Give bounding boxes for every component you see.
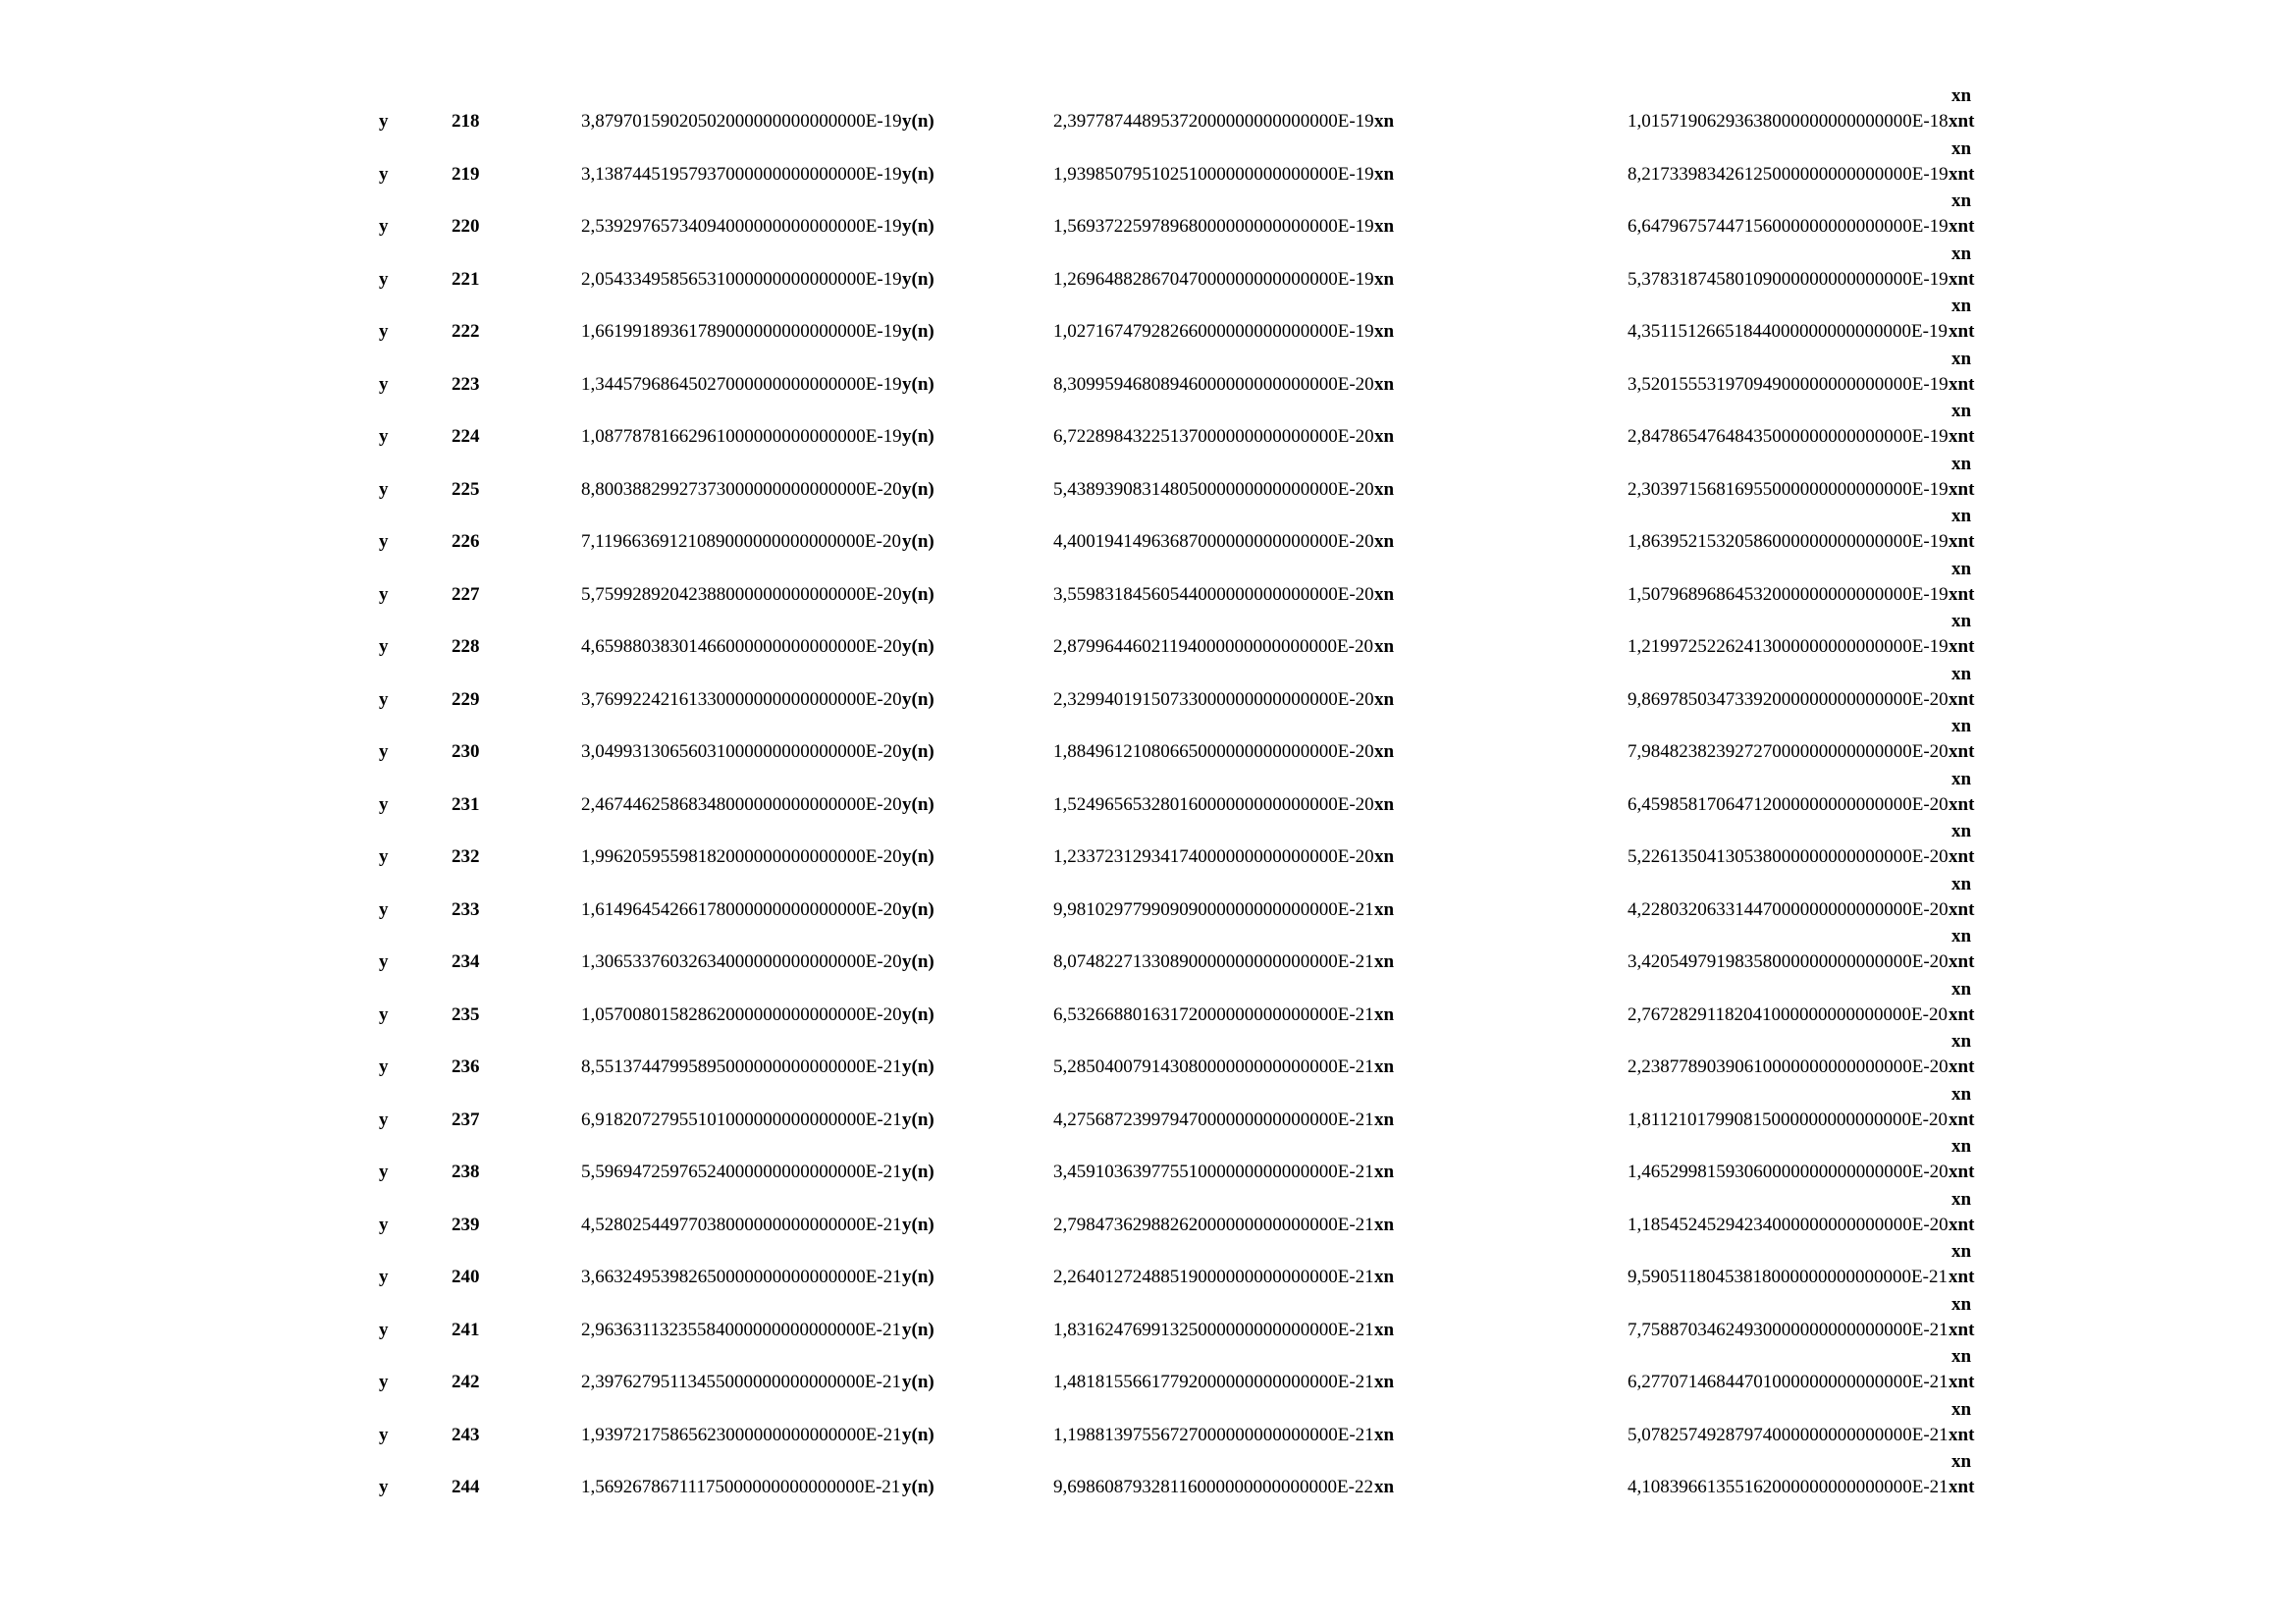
y-label-cell: y(n) [902, 268, 934, 290]
row-letter-cell: y [379, 583, 389, 605]
xn-value-cell: 1,88496121080665000000000000000E-20 [1053, 741, 1374, 762]
y-value-cell: 2,05433495856531000000000000000E-19 [581, 268, 902, 290]
xn-value-cell: 1,52496565328016000000000000000E-20 [1053, 793, 1374, 815]
row-index-cell: 230 [452, 741, 480, 762]
row-letter-cell: y [379, 951, 389, 972]
xn-value-cell: 2,32994019150733000000000000000E-20 [1053, 688, 1374, 710]
y-label-cell: y(n) [902, 741, 934, 762]
xn-value-cell: 2,26401272488519000000000000000E-21 [1053, 1267, 1374, 1287]
xnt-label-cell: xnt [1949, 898, 1975, 920]
xnt-label-cell: xnt [1949, 741, 1975, 762]
y-value-cell: 1,61496454266178000000000000000E-20 [581, 898, 902, 920]
row-letter-cell: y [379, 1214, 389, 1235]
y-label-cell: y(n) [902, 216, 934, 237]
y-value-cell: 4,52802544977038000000000000000E-21 [581, 1214, 902, 1235]
table-row [0, 503, 2296, 555]
xn-upper-label: xn [1951, 978, 1972, 1000]
table-row [0, 661, 2296, 713]
xnt-label-cell: xnt [1949, 1477, 1975, 1497]
xnt-label-cell: xnt [1949, 531, 1975, 552]
xn-value-cell: 2,79847362988262000000000000000E-21 [1053, 1214, 1374, 1235]
row-index-cell: 225 [452, 478, 480, 500]
xnt-label-cell: xnt [1949, 268, 1975, 290]
xnt-value-cell: 2,30397156816955000000000000000E-19 [1628, 478, 1949, 500]
row-letter-cell: y [379, 1056, 389, 1077]
xnt-label-cell: xnt [1949, 426, 1975, 447]
row-index-cell: 221 [452, 268, 480, 290]
y-value-cell: 3,66324953982650000000000000000E-21 [581, 1267, 902, 1287]
xn-value-cell: 4,27568723997947000000000000000E-21 [1053, 1109, 1374, 1130]
xnt-label-cell: xnt [1949, 583, 1975, 605]
y-label-cell: y(n) [902, 583, 934, 605]
table-row [0, 923, 2296, 975]
table-row [0, 1186, 2296, 1238]
row-letter-cell: y [379, 898, 389, 920]
table-row [0, 1238, 2296, 1290]
xnt-label-cell: xnt [1949, 1056, 1975, 1077]
xn-upper-label: xn [1951, 926, 1972, 947]
y-label-cell: y(n) [902, 163, 934, 185]
xn-label-cell: xn [1374, 583, 1395, 605]
xn-value-cell: 1,02716747928266000000000000000E-19 [1053, 321, 1374, 342]
xn-value-cell: 6,53266880163172000000000000000E-21 [1053, 1003, 1374, 1025]
row-index-cell: 226 [452, 531, 480, 552]
table-row [0, 82, 2296, 135]
table-row [0, 346, 2296, 398]
xn-upper-label: xn [1951, 1346, 1972, 1367]
y-label-cell: y(n) [902, 373, 934, 395]
row-letter-cell: y [379, 111, 389, 132]
y-value-cell: 5,75992892042388000000000000000E-20 [581, 583, 902, 605]
row-letter-cell: y [379, 636, 389, 657]
xn-label-cell: xn [1374, 111, 1395, 132]
y-label-cell: y(n) [902, 531, 934, 552]
xnt-value-cell: 1,81121017990815000000000000000E-20 [1628, 1109, 1948, 1130]
xn-upper-label: xn [1951, 1241, 1972, 1262]
xn-value-cell: 9,69860879328116000000000000000E-22 [1053, 1477, 1373, 1497]
table-row [0, 766, 2296, 818]
xnt-value-cell: 3,52015553197094900000000000000E-19 [1628, 373, 1949, 395]
table-row [0, 1028, 2296, 1080]
xn-upper-label: xn [1951, 716, 1972, 736]
xn-label-cell: xn [1374, 1424, 1395, 1445]
xnt-value-cell: 2,84786547648435000000000000000E-19 [1628, 426, 1949, 447]
xnt-value-cell: 4,10839661355162000000000000000E-21 [1628, 1477, 1949, 1497]
xn-label-cell: xn [1374, 268, 1395, 290]
y-label-cell: y(n) [902, 1372, 934, 1392]
y-value-cell: 8,80038829927373000000000000000E-20 [581, 478, 902, 500]
xn-upper-label: xn [1951, 137, 1972, 159]
xn-upper-label: xn [1951, 506, 1972, 526]
xn-value-cell: 1,19881397556727000000000000000E-21 [1053, 1424, 1374, 1445]
y-label-cell: y(n) [902, 1003, 934, 1025]
table-row [0, 976, 2296, 1028]
xnt-value-cell: 5,37831874580109000000000000000E-19 [1628, 268, 1949, 290]
y-label-cell: y(n) [902, 478, 934, 500]
xn-label-cell: xn [1374, 1109, 1395, 1130]
xnt-value-cell: 4,22803206331447000000000000000E-20 [1628, 898, 1949, 920]
xn-value-cell: 1,83162476991325000000000000000E-21 [1053, 1319, 1374, 1340]
row-index-cell: 231 [452, 793, 480, 815]
xn-label-cell: xn [1374, 1372, 1395, 1392]
row-letter-cell: y [379, 1319, 389, 1340]
xn-upper-label: xn [1951, 873, 1972, 894]
xnt-label-cell: xnt [1949, 111, 1975, 132]
xnt-label-cell: xnt [1949, 688, 1975, 710]
xnt-value-cell: 1,46529981593060000000000000000E-20 [1628, 1162, 1949, 1182]
row-index-cell: 220 [452, 216, 480, 237]
y-label-cell: y(n) [902, 1267, 934, 1287]
xn-label-cell: xn [1374, 1214, 1395, 1235]
table-row [0, 713, 2296, 765]
table-row [0, 871, 2296, 923]
xnt-label-cell: xnt [1949, 1162, 1975, 1182]
y-value-cell: 2,46744625868348000000000000000E-20 [581, 793, 902, 815]
xn-label-cell: xn [1374, 163, 1395, 185]
xn-label-cell: xn [1374, 478, 1395, 500]
row-index-cell: 218 [452, 111, 480, 132]
xn-label-cell: xn [1374, 846, 1395, 867]
xn-value-cell: 8,07482271330890000000000000000E-21 [1053, 951, 1374, 972]
row-letter-cell: y [379, 373, 389, 395]
xn-value-cell: 8,30995946808946000000000000000E-20 [1053, 373, 1374, 395]
xnt-label-cell: xnt [1949, 1372, 1975, 1392]
xn-label-cell: xn [1374, 321, 1395, 342]
xn-value-cell: 4,40019414963687000000000000000E-20 [1053, 531, 1374, 552]
row-letter-cell: y [379, 1162, 389, 1182]
xn-value-cell: 5,43893908314805000000000000000E-20 [1053, 478, 1374, 500]
xn-value-cell: 5,28504007914308000000000000000E-21 [1053, 1056, 1374, 1077]
row-letter-cell: y [379, 846, 389, 867]
xn-label-cell: xn [1374, 898, 1395, 920]
row-letter-cell: y [379, 1372, 389, 1392]
y-label-cell: y(n) [902, 636, 934, 657]
xn-upper-label: xn [1951, 243, 1972, 264]
row-index-cell: 228 [452, 636, 480, 657]
xn-label-cell: xn [1374, 793, 1395, 815]
row-index-cell: 224 [452, 426, 480, 447]
row-letter-cell: y [379, 163, 389, 185]
y-label-cell: y(n) [902, 688, 934, 710]
xn-label-cell: xn [1374, 741, 1395, 762]
table-row [0, 1343, 2296, 1395]
xn-value-cell: 1,48181556617792000000000000000E-21 [1053, 1372, 1374, 1392]
row-index-cell: 236 [452, 1056, 480, 1077]
xn-label-cell: xn [1374, 1056, 1395, 1077]
y-label-cell: y(n) [902, 1424, 934, 1445]
xnt-value-cell: 1,21997252262413000000000000000E-19 [1628, 636, 1949, 657]
row-letter-cell: y [379, 426, 389, 447]
xn-upper-label: xn [1951, 190, 1972, 211]
xnt-label-cell: xnt [1949, 1267, 1975, 1287]
xnt-label-cell: xnt [1949, 793, 1975, 815]
row-index-cell: 219 [452, 163, 480, 185]
xn-label-cell: xn [1374, 531, 1395, 552]
row-index-cell: 235 [452, 1003, 480, 1025]
y-value-cell: 2,53929765734094000000000000000E-19 [581, 216, 902, 237]
row-index-cell: 237 [452, 1109, 480, 1130]
xnt-label-cell: xnt [1949, 216, 1975, 237]
xnt-label-cell: xnt [1949, 846, 1975, 867]
xn-upper-label: xn [1951, 401, 1972, 421]
xn-label-cell: xn [1374, 426, 1395, 447]
table-row [0, 451, 2296, 503]
y-label-cell: y(n) [902, 793, 934, 815]
y-label-cell: y(n) [902, 1109, 934, 1130]
row-index-cell: 222 [452, 321, 480, 342]
y-value-cell: 1,34457968645027000000000000000E-19 [581, 373, 902, 395]
xnt-value-cell: 1,50796896864532000000000000000E-19 [1628, 583, 1949, 605]
xnt-value-cell: 7,75887034624930000000000000000E-21 [1628, 1319, 1949, 1340]
y-value-cell: 7,11966369121089000000000000000E-20 [581, 531, 901, 552]
row-letter-cell: y [379, 1267, 389, 1287]
xn-upper-label: xn [1951, 1188, 1972, 1210]
y-value-cell: 2,39762795113455000000000000000E-21 [581, 1372, 901, 1392]
xn-value-cell: 2,39778744895372000000000000000E-19 [1053, 111, 1374, 132]
xn-upper-label: xn [1951, 558, 1972, 579]
xnt-value-cell: 3,42054979198358000000000000000E-20 [1628, 951, 1949, 972]
row-letter-cell: y [379, 531, 389, 552]
xn-label-cell: xn [1374, 688, 1395, 710]
xnt-label-cell: xnt [1949, 951, 1975, 972]
xn-upper-label: xn [1951, 1031, 1972, 1052]
row-index-cell: 234 [452, 951, 480, 972]
xn-upper-label: xn [1951, 85, 1972, 106]
xnt-label-cell: xnt [1949, 636, 1975, 657]
table-row [0, 608, 2296, 660]
xn-value-cell: 1,93985079510251000000000000000E-19 [1053, 163, 1374, 185]
xn-upper-label: xn [1951, 611, 1972, 631]
xnt-value-cell: 4,35115126651844000000000000000E-19 [1628, 321, 1948, 342]
y-label-cell: y(n) [902, 321, 934, 342]
xn-value-cell: 9,98102977990909000000000000000E-21 [1053, 898, 1374, 920]
y-value-cell: 6,91820727955101000000000000000E-21 [581, 1109, 902, 1130]
xn-value-cell: 1,26964882867047000000000000000E-19 [1053, 268, 1374, 290]
xn-label-cell: xn [1374, 951, 1395, 972]
xn-upper-label: xn [1951, 1083, 1972, 1105]
xnt-value-cell: 9,86978503473392000000000000000E-20 [1628, 688, 1949, 710]
xn-upper-label: xn [1951, 453, 1972, 474]
table-row [0, 188, 2296, 240]
xnt-value-cell: 1,86395215320586000000000000000E-19 [1628, 531, 1949, 552]
table-row [0, 1291, 2296, 1343]
y-value-cell: 1,30653376032634000000000000000E-20 [581, 951, 902, 972]
y-value-cell: 3,13874451957937000000000000000E-19 [581, 163, 902, 185]
xn-value-cell: 2,87996446021194000000000000000E-20 [1053, 636, 1373, 657]
xn-value-cell: 6,72289843225137000000000000000E-20 [1053, 426, 1374, 447]
xn-upper-label: xn [1951, 348, 1972, 369]
xnt-value-cell: 6,45985817064712000000000000000E-20 [1628, 793, 1949, 815]
xn-value-cell: 3,55983184560544000000000000000E-20 [1053, 583, 1374, 605]
y-label-cell: y(n) [902, 111, 934, 132]
y-value-cell: 8,55137447995895000000000000000E-21 [581, 1056, 902, 1077]
row-letter-cell: y [379, 216, 389, 237]
table-row [0, 1081, 2296, 1133]
xn-value-cell: 3,45910363977551000000000000000E-21 [1053, 1162, 1374, 1182]
xn-upper-label: xn [1951, 1451, 1972, 1472]
row-letter-cell: y [379, 688, 389, 710]
y-value-cell: 4,65988038301466000000000000000E-20 [581, 636, 902, 657]
row-index-cell: 243 [452, 1424, 480, 1445]
xnt-label-cell: xnt [1949, 1214, 1975, 1235]
xn-upper-label: xn [1951, 663, 1972, 684]
y-label-cell: y(n) [902, 1319, 934, 1340]
xn-upper-label: xn [1951, 1293, 1972, 1315]
y-label-cell: y(n) [902, 951, 934, 972]
xnt-label-cell: xnt [1949, 1424, 1975, 1445]
y-value-cell: 2,96363113235584000000000000000E-21 [581, 1319, 901, 1340]
y-value-cell: 1,56926786711175000000000000000E-21 [581, 1477, 901, 1497]
xnt-label-cell: xnt [1949, 478, 1975, 500]
xn-upper-label: xn [1951, 1398, 1972, 1420]
row-letter-cell: y [379, 268, 389, 290]
xnt-value-cell: 1,01571906293638000000000000000E-18 [1628, 111, 1949, 132]
xn-upper-label: xn [1951, 821, 1972, 841]
table-row [0, 135, 2296, 188]
row-index-cell: 232 [452, 846, 480, 867]
xnt-value-cell: 6,64796757447156000000000000000E-19 [1628, 216, 1949, 237]
xnt-value-cell: 9,59051180453818000000000000000E-21 [1628, 1267, 1948, 1287]
row-letter-cell: y [379, 1424, 389, 1445]
xnt-value-cell: 2,23877890390610000000000000000E-20 [1628, 1056, 1949, 1077]
xn-label-cell: xn [1374, 1477, 1395, 1497]
y-label-cell: y(n) [902, 898, 934, 920]
y-value-cell: 3,76992242161330000000000000000E-20 [581, 688, 902, 710]
y-label-cell: y(n) [902, 846, 934, 867]
table-row [0, 1133, 2296, 1185]
xn-value-cell: 1,56937225978968000000000000000E-19 [1053, 216, 1374, 237]
table-row [0, 1396, 2296, 1448]
row-index-cell: 238 [452, 1162, 480, 1182]
row-index-cell: 242 [452, 1372, 480, 1392]
xnt-value-cell: 5,22613504130538000000000000000E-20 [1628, 846, 1949, 867]
row-index-cell: 233 [452, 898, 480, 920]
xnt-value-cell: 8,21733983426125000000000000000E-19 [1628, 163, 1949, 185]
y-label-cell: y(n) [902, 1056, 934, 1077]
y-value-cell: 1,08778781662961000000000000000E-19 [581, 426, 902, 447]
row-index-cell: 227 [452, 583, 480, 605]
xnt-value-cell: 5,07825749287974000000000000000E-21 [1628, 1424, 1949, 1445]
y-label-cell: y(n) [902, 1477, 934, 1497]
xnt-label-cell: xnt [1949, 1109, 1975, 1130]
row-letter-cell: y [379, 321, 389, 342]
xnt-label-cell: xnt [1949, 1319, 1975, 1340]
row-index-cell: 241 [452, 1319, 480, 1340]
row-letter-cell: y [379, 1109, 389, 1130]
table-row [0, 556, 2296, 608]
row-letter-cell: y [379, 478, 389, 500]
y-value-cell: 5,59694725976524000000000000000E-21 [581, 1162, 902, 1182]
y-label-cell: y(n) [902, 1214, 934, 1235]
row-letter-cell: y [379, 741, 389, 762]
row-letter-cell: y [379, 1003, 389, 1025]
xnt-value-cell: 1,18545245294234000000000000000E-20 [1628, 1214, 1949, 1235]
xn-value-cell: 1,23372312934174000000000000000E-20 [1053, 846, 1374, 867]
y-value-cell: 1,05700801582862000000000000000E-20 [581, 1003, 902, 1025]
table-row [0, 293, 2296, 345]
table-row [0, 1448, 2296, 1500]
row-letter-cell: y [379, 1477, 389, 1497]
xn-label-cell: xn [1374, 216, 1395, 237]
row-index-cell: 240 [452, 1267, 480, 1287]
xnt-value-cell: 7,98482382392727000000000000000E-20 [1628, 741, 1949, 762]
xn-upper-label: xn [1951, 768, 1972, 789]
row-index-cell: 223 [452, 373, 480, 395]
xnt-label-cell: xnt [1949, 163, 1975, 185]
y-label-cell: y(n) [902, 426, 934, 447]
xn-label-cell: xn [1374, 636, 1395, 657]
y-value-cell: 3,87970159020502000000000000000E-19 [581, 111, 902, 132]
xn-label-cell: xn [1374, 1319, 1395, 1340]
xnt-value-cell: 6,27707146844701000000000000000E-21 [1628, 1372, 1949, 1392]
xn-upper-label: xn [1951, 1136, 1972, 1157]
table-row [0, 818, 2296, 870]
xnt-label-cell: xnt [1949, 1003, 1975, 1025]
row-index-cell: 239 [452, 1214, 480, 1235]
table-row [0, 241, 2296, 293]
xn-label-cell: xn [1374, 1267, 1395, 1287]
y-label-cell: y(n) [902, 1162, 934, 1182]
table-row [0, 398, 2296, 450]
xnt-label-cell: xnt [1949, 373, 1975, 395]
xnt-value-cell: 2,76728291182041000000000000000E-20 [1628, 1003, 1948, 1025]
xnt-label-cell: xnt [1949, 321, 1975, 342]
y-value-cell: 1,66199189361789000000000000000E-19 [581, 321, 902, 342]
row-index-cell: 244 [452, 1477, 480, 1497]
y-value-cell: 3,04993130656031000000000000000E-20 [581, 741, 902, 762]
xn-label-cell: xn [1374, 1162, 1395, 1182]
xn-label-cell: xn [1374, 373, 1395, 395]
xn-upper-label: xn [1951, 296, 1972, 316]
row-letter-cell: y [379, 793, 389, 815]
y-value-cell: 1,93972175865623000000000000000E-21 [581, 1424, 902, 1445]
row-index-cell: 229 [452, 688, 480, 710]
xn-label-cell: xn [1374, 1003, 1395, 1025]
y-value-cell: 1,99620595598182000000000000000E-20 [581, 846, 902, 867]
